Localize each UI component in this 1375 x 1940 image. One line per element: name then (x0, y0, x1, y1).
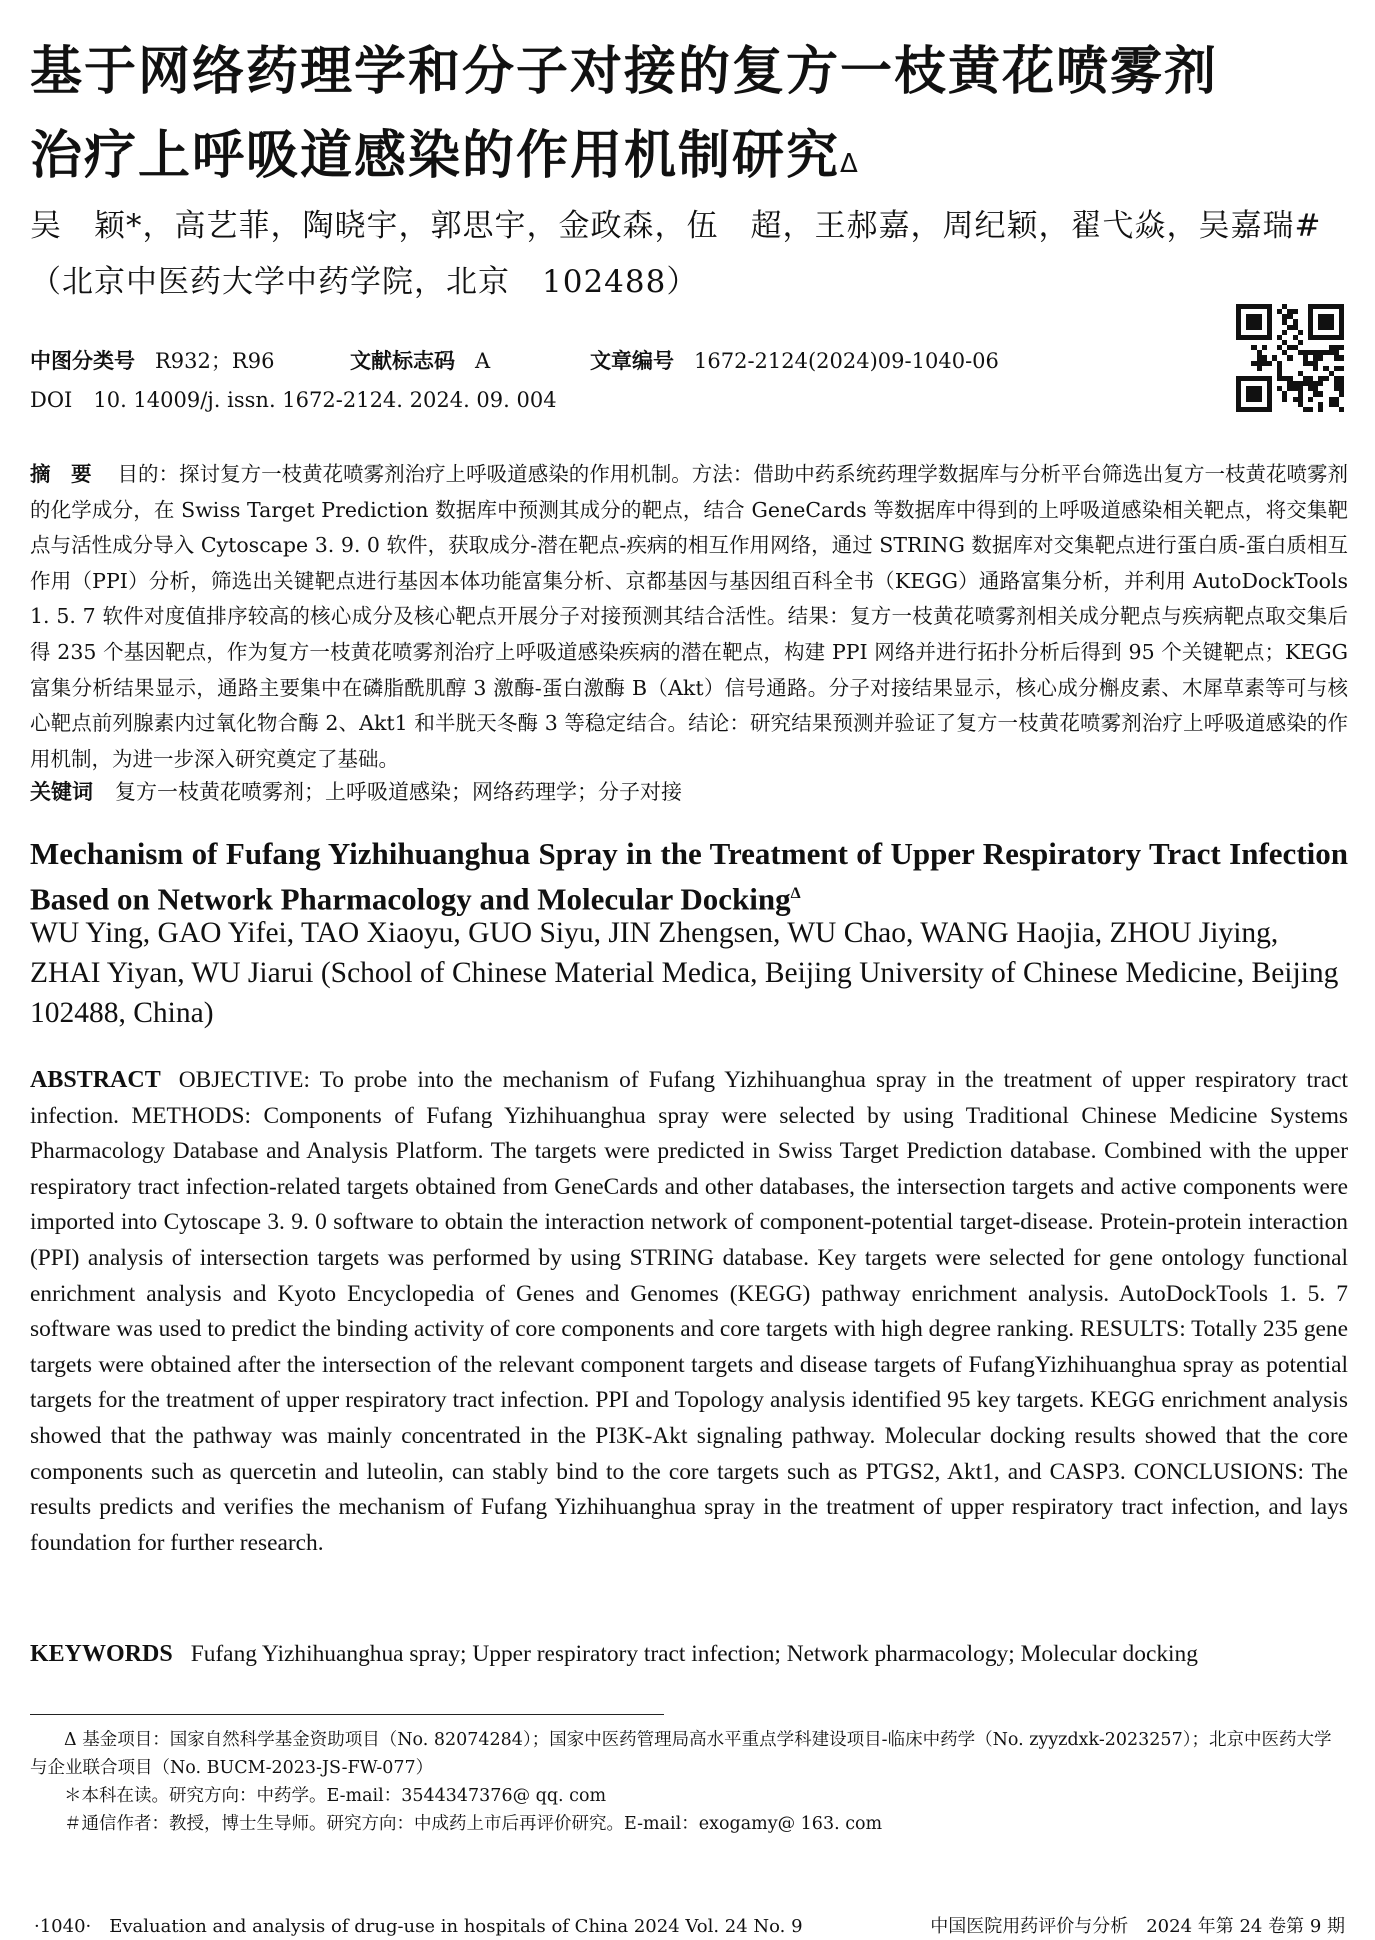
footnote-divider (30, 1714, 664, 1715)
keywords-chinese-text: 复方一枝黄花喷雾剂；上呼吸道感染；网络药理学；分子对接 (115, 780, 682, 804)
doi: DOI 10. 14009/j. issn. 1672-2124. 2024. 09. 004 (30, 388, 557, 412)
article-no-value: 1672-2124(2024)09-1040-06 (694, 349, 999, 373)
title-english (30, 834, 1348, 919)
abstract-english-label: ABSTRACT (30, 1067, 161, 1093)
qr-module (1339, 407, 1344, 412)
meta-classification (30, 345, 274, 375)
title-chinese-line-2-text: 治疗上呼吸道感染的作用机制研究 (30, 126, 841, 186)
title-english-mark: Δ (790, 885, 801, 902)
footnote-funding: Δ 基金项目：国家自然科学基金资助项目（No. 82074284）；国家中医药管理局高水平重点学科建设项目-临床中药学（No. zyyzdxk-2023257）；北京中医药大学与企业联合项目（No. BUCM-2023-JS-FW-077） (30, 1730, 1332, 1778)
footer-journal-chinese: 中国医院用药评价与分析 2024 年第 24 卷第 9 期 (930, 1916, 1345, 1937)
clc-label: 中图分类号 (30, 349, 135, 373)
qr-code (1236, 304, 1344, 412)
meta-article-number (590, 345, 999, 375)
footnotes (30, 1726, 1348, 1838)
keywords-english-label: KEYWORDS (30, 1641, 173, 1667)
abstract-english-text: OBJECTIVE: To probe into the mechanism of Fufang Yizhihuanghua spray in the treatment of upper respiratory tract infection. METHODS: Components of Fufang Yizhihuanghua spray were selected by using Traditional Chinese Medicine Systems Pharmacology Database and Analysis Platform. The targets were predicted in Swiss Target Prediction database. Combined with the upper respiratory tract infection-related targets obtained from GeneCards and other databases, the intersection targets and active components were imported into Cytoscape 3. 9. 0 software to obtain the interaction network of component-potential target-disease. Protein-protein interaction (PPI) analysis of intersection targets was performed by using STRING database. Key targets were selected for gene ontology functional enrichment analysis and Kyoto Encyclopedia of Genes and Genomes (KEGG) pathway enrichment analysis. AutoDockTools 1. 5. 7 software was used to predict the binding activity of core components and core targets with high degree ranking. RESULTS: Totally 235 gene targets were obtained after the intersection of the relevant component targets and disease targets of FufangYizhihuanghua spray as potential targets for the treatment of upper respiratory tract infection. PPI and Topology analysis identified 95 key targets. KEGG enrichment analysis showed that the pathway was mainly concentrated in the PI3K-Akt signaling pathway. Molecular docking results showed that the core components such as quercetin and luteolin, can stably bind to the core targets such as PTGS2, Akt1, and CASP3. CONCLUSIONS: The results predicts and verifies the mechanism of Fufang Yizhihuanghua spray in the treatment of upper respiratory tract infection, and lays foundation for further research. (30, 1067, 1348, 1556)
authors-english: WU Ying, GAO Yifei, TAO Xiaoyu, GUO Siyu, JIN Zhengsen, WU Chao, WANG Haojia, ZHOU Jiying, ZHAI Yiyan, WU Jiarui (School of Chinese Material Medica, Beijing University of Chinese Medicine, Beijing 102488, China) (30, 917, 1339, 1029)
meta-doc-code (350, 345, 490, 375)
title-chinese-line-2 (30, 114, 1350, 198)
title-chinese (30, 30, 1350, 198)
authors-chinese: 吴 颖*，高艺菲，陶晓宇，郭思宇，金政森，伍 超，王郝嘉，周纪颖，翟弋焱，吴嘉瑞#（北京中医药大学中药学院，北京 102488） (30, 208, 1322, 300)
abstract-chinese-text: 目的：探讨复方一枝黄花喷雾剂治疗上呼吸道感染的作用机制。方法：借助中药系统药理学数据库与分析平台筛选出复方一枝黄花喷雾剂的化学成分，在 Swiss Target Prediction 数据库中预测其成分的靶点，结合 GeneCards 等数据库中得到的上呼吸道感染相关靶点，将交集靶点与活性成分导入 Cytoscape 3. 9. 0 软件，获取成分-潜在靶点-疾病的相互作用网络，通过 STRING 数据库对交集靶点进行蛋白质-蛋白质相互作用（PPI）分析，筛选出关键靶点进行基因本体功能富集分析、京都基因与基因组百科全书（KEGG）通路富集分析，并利用 AutoDockTools 1. 5. 7 软件对度值排序较高的核心成分及核心靶点开展分子对接预测其结合活性。结果：复方一枝黄花喷雾剂相关成分靶点与疾病靶点取交集后得 235 个基因靶点，作为复方一枝黄花喷雾剂治疗上呼吸道感染疾病的潜在靶点，构建 PPI 网络并进行拓扑分析后得到 95 个关键靶点；KEGG 富集分析结果显示，通路主要集中在磷脂酰肌醇 3 激酶-蛋白激酶 B（Akt）信号通路。分子对接结果显示，核心成分槲皮素、木犀草素等可与核心靶点前列腺素内过氧化物合酶 2、Akt1 和半胱天冬酶 3 等稳定结合。结论：研究结果预测并验证了复方一枝黄花喷雾剂治疗上呼吸道感染的作用机制，为进一步深入研究奠定了基础。 (30, 462, 1349, 771)
keywords-english (30, 1637, 1348, 1672)
doc-code-label: 文献标志码 (350, 349, 455, 373)
keywords-chinese-label: 关键词 (30, 780, 93, 804)
title-chinese-line-1: 基于网络药理学和分子对接的复方一枝黄花喷雾剂 (30, 42, 1219, 102)
clc-value: R932；R96 (155, 349, 275, 373)
footnote-corresponding-author: ＃通信作者：教授，博士生导师。研究方向：中成药上市后再评价研究。E-mail：exogamy@ 163. com (64, 1814, 883, 1834)
doc-code-value: A (475, 349, 491, 373)
abstract-english (30, 1063, 1348, 1561)
footer-journal-english: ·1040· Evaluation and analysis of drug-use in hospitals of China 2024 Vol. 24 No. 9 (34, 1916, 803, 1937)
keywords-chinese (30, 775, 1348, 809)
title-english-text: Mechanism of Fufang Yizhihuanghua Spray in the Treatment of Upper Respiratory Tract Infection Based on Network Pharmacology and Molecular Docking (30, 836, 1348, 917)
abstract-chinese (30, 457, 1348, 777)
footnote-first-author: ＊本科在读。研究方向：中药学。E-mail：3544347376@ qq. com (64, 1786, 607, 1806)
abstract-chinese-label: 摘 要 (30, 462, 92, 486)
title-funding-mark: Δ (840, 149, 860, 179)
article-no-label: 文章编号 (590, 349, 674, 373)
keywords-english-text: Fufang Yizhihuanghua spray; Upper respiratory tract infection; Network pharmacology; Molecular docking (190, 1641, 1198, 1667)
